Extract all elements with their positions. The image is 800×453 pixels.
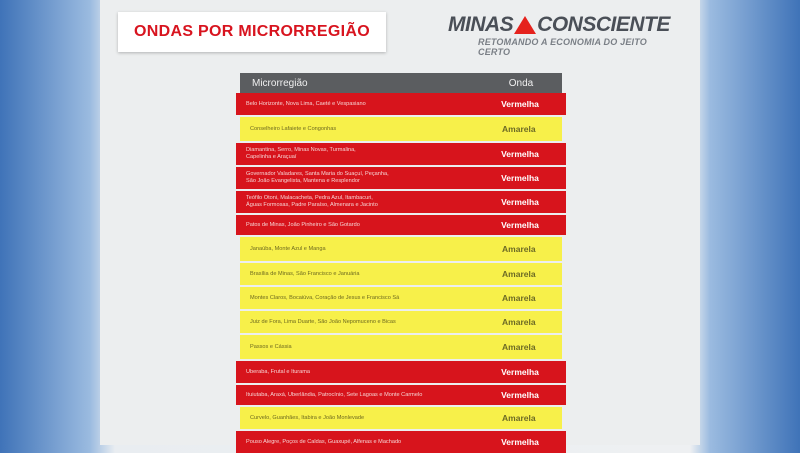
wave-cell: Amarela [502,293,536,303]
table-row [240,117,562,141]
region-cell: Patos de Minas, João Pinheiro e São Gotardo [246,221,360,228]
triangle-icon [514,16,536,34]
waves-table [236,73,564,453]
region-cell: Diamantina, Serro, Minas Novas, Turmalina, Capelinha e Araçuaí [246,147,356,160]
wave-cell: Amarela [502,269,536,279]
table-header [240,73,562,93]
region-cell: Belo Horizonte, Nova Lima, Caeté e Vespasiano [246,100,366,107]
region-cell: Passos e Cássia [250,343,292,350]
table-row [236,215,566,235]
table-row [236,385,566,405]
wave-cell: Vermelha [501,390,539,400]
wave-cell: Vermelha [501,99,539,109]
table-row [240,287,562,309]
wave-cell: Amarela [502,244,536,254]
table-row [236,167,566,189]
table-row [236,143,566,165]
region-cell: Brasília de Minas, São Francisco e Januária [250,270,360,277]
table-row [240,311,562,333]
table-row [240,237,562,261]
wave-cell: Vermelha [501,367,539,377]
wave-cell: Vermelha [501,437,539,447]
region-cell: Juiz de Fora, Lima Duarte, São João Nepomuceno e Bicas [250,318,396,325]
brand-name-part2: CONSCIENTE [537,13,670,36]
wave-cell: Amarela [502,413,536,423]
region-cell: Uberaba, Frutal e Iturama [246,368,311,375]
table-row [236,431,566,453]
table-row [240,407,562,429]
table-row [236,361,566,383]
wave-cell: Vermelha [501,149,539,159]
table-row [236,93,566,115]
region-cell: Conselheiro Lafaiete e Congonhas [250,125,337,132]
title-box [118,12,386,52]
brand-tagline: RETOMANDO A ECONOMIA DO JEITO CERTO [478,37,647,57]
brand-name-part1: MINAS [448,13,514,36]
region-cell: Pouso Alegre, Poços de Caldas, Guaxupé, Alfenas e Machado [246,438,402,445]
region-cell: Teófilo Otoni, Malacacheta, Pedra Azul, Itambacuri, Águas Formosas, Padre Paraíso, Almenara e Jacinto [246,195,378,208]
brand-name [448,13,670,36]
wave-cell: Vermelha [501,173,539,183]
header-wave: Onda [508,77,534,89]
page-title: ONDAS POR MICRORREGIÃO [134,23,370,40]
wave-cell: Vermelha [501,220,539,230]
wave-cell: Vermelha [501,197,539,207]
wave-cell: Amarela [502,317,536,327]
region-cell: Janaúba, Monte Azul e Manga [250,245,326,252]
region-cell: Governador Valadares, Santa Maria do Suaçuí, Peçanha, São João Evangelista, Mantena e Resplendor [246,171,389,184]
region-cell: Montes Claros, Bocaiúva, Coração de Jesus e Francisco Sá [250,294,400,301]
header-region: Microrregião [252,77,308,89]
wave-cell: Amarela [502,342,536,352]
table-body [236,93,564,453]
brand-logo [448,13,670,57]
table-row [240,335,562,359]
wave-cell: Amarela [502,124,536,134]
table-row [240,263,562,285]
region-cell: Ituiutaba, Araxá, Uberlândia, Patrocínio, Sete Lagoas e Monte Carmelo [246,391,423,398]
region-cell: Curvelo, Guanhães, Itabira e João Monlevade [250,414,365,421]
table-row [236,191,566,213]
